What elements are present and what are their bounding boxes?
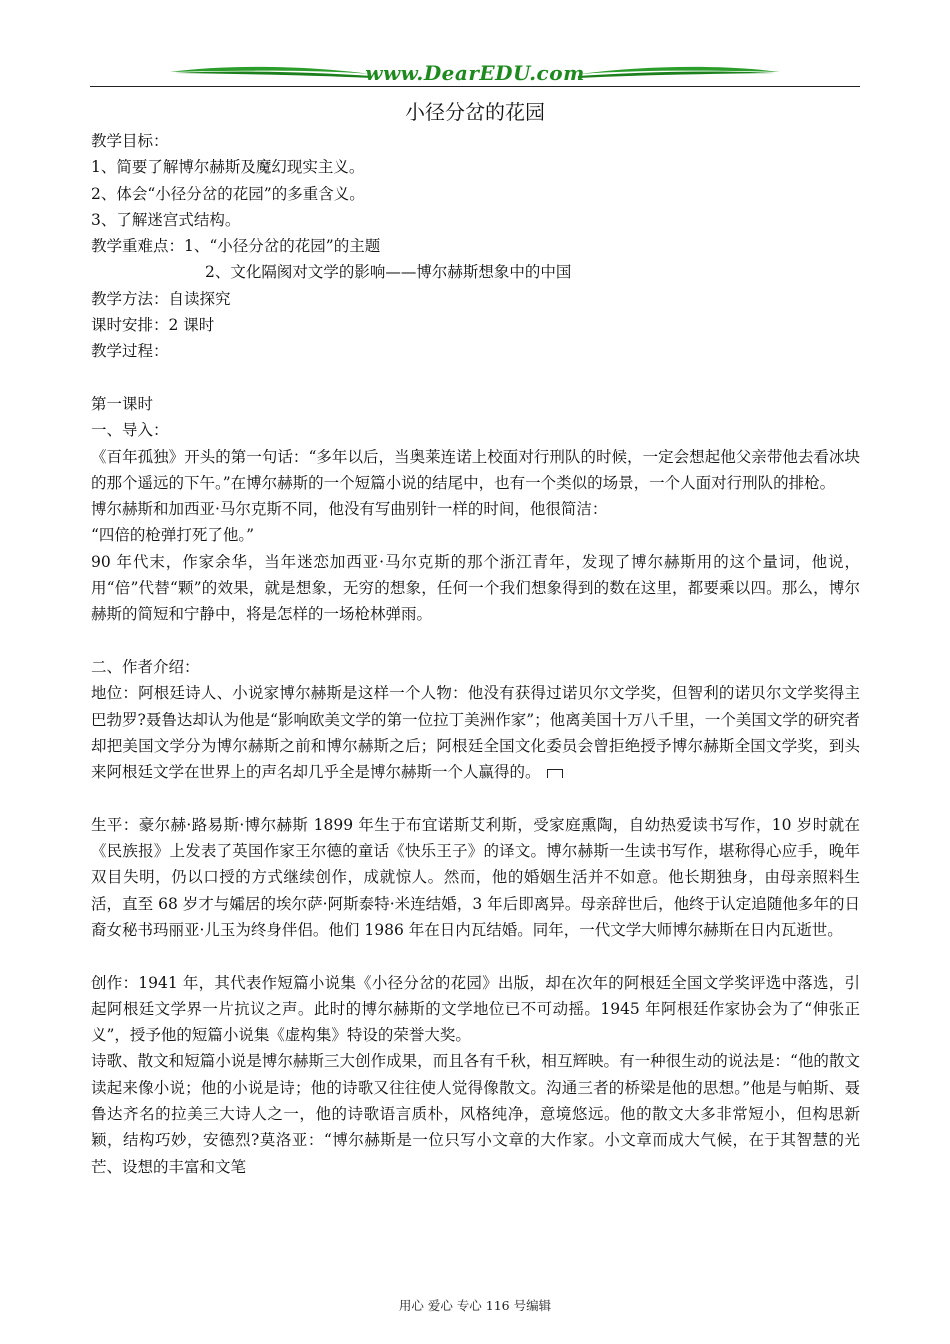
paragraph-works: 创作：1941 年，其代表作短篇小说集《小径分岔的花园》出版，却在次年的阿根廷全国文学奖评选中落选，引起阿根廷文学界一片抗议之声。此时的博尔赫斯的文学地位已不可动摇。1945 年阿根廷作家协会为了“伸张正义”，授予他的短篇小说集《虚构集》特设的荣誉大奖。: [91, 973, 860, 1045]
text-cursor-icon: [547, 769, 563, 778]
paragraph-intro-1: 《百年孤独》开头的第一句话：“多年以后，当奥莱连诺上校面对行刑队的时候，一定会想起他父亲带他去看冰块的那个遥远的下午。”在博尔赫斯的一个短篇小说的结尾中，也有一个类似的场景，一个人面对行刑队的排枪。: [91, 447, 860, 492]
document-body: [91, 128, 860, 1180]
line-method: 教学方法：自读探究: [91, 289, 231, 308]
line-intro-heading: 一、导入：: [91, 421, 169, 440]
paragraph-quote: “四倍的枪弹打死了他。”: [91, 526, 255, 545]
line-key-points-2: 2、文化隔阂对文学的影响——博尔赫斯想象中的中国: [205, 263, 572, 282]
paragraph-intro-2: 博尔赫斯和加西亚·马尔克斯不同，他没有写曲别针一样的时间，他很简洁：: [91, 500, 608, 519]
header-rule: [90, 86, 860, 87]
spacer: [91, 785, 860, 811]
spacer: [91, 365, 860, 391]
paragraph-genres: 诗歌、散文和短篇小说是博尔赫斯三大创作成果，而且各有千秋，相互辉映。有一种很生动的说法是：“他的散文读起来像小说；他的小说是诗；他的诗歌又往往使人觉得像散文。沟通三者的桥梁是他的思想。”他是与帕斯、聂鲁达齐名的拉美三大诗人之一，他的诗歌语言质朴，风格纯净，意境悠远。他的散文大多非常短小，但构思新颖，结构巧妙，安德烈?莫洛亚：“博尔赫斯是一位只写小文章的大作家。小文章而成大气候，在于其智慧的光芒、设想的丰富和文笔: [91, 1052, 860, 1176]
spacer: [91, 943, 860, 969]
line-schedule: 课时安排：2 课时: [91, 316, 215, 335]
paragraph-status-text: 地位：阿根廷诗人、小说家博尔赫斯是这样一个人物：他没有获得过诺贝尔文学奖，但智利的诺贝尔文学奖得主巴勃罗?聂鲁达却认为他是“影响欧美文学的第一位拉丁美洲作家”；他离美国十万八千里，一个美国文学的研究者却把美国文学分为博尔赫斯之前和博尔赫斯之后；阿根廷全国文化委员会曾拒绝授予博尔赫斯全国文学奖，到头来阿根廷文学在世界上的声名却几乎全是博尔赫斯一个人赢得的。: [91, 684, 860, 782]
line-objective-3: 3、了解迷宫式结构。: [91, 210, 241, 229]
line-author-heading: 二、作者介绍：: [91, 657, 200, 676]
line-objectives-heading: 教学目标：: [91, 132, 169, 150]
spacer: [91, 628, 860, 654]
site-logo[interactable]: www.DearEDU.com: [365, 61, 585, 85]
line-process: 教学过程：: [91, 342, 169, 361]
line-key-points-1: 教学重难点：1、“小径分岔的花园”的主题: [91, 237, 381, 256]
line-objective-2: 2、体会“小径分岔的花园”的多重含义。: [91, 184, 365, 203]
paragraph-status: [91, 680, 860, 785]
line-objective-1: 1、简要了解博尔赫斯及魔幻现实主义。: [91, 158, 365, 177]
paragraph-intro-3: 90 年代末，作家余华，当年迷恋加西亚·马尔克斯的那个浙江青年，发现了博尔赫斯用的这个量词，他说，用“倍”代替“颗”的效果，就是想象，无穷的想象，任何一个我们想象得到的数在这里，都要乘以四。那么，博尔赫斯的简短和宁静中，将是怎样的一场枪林弹雨。: [91, 552, 860, 624]
page-title: 小径分岔的花园: [405, 100, 545, 124]
line-first-lesson: 第一课时: [91, 394, 154, 413]
page-footer: 用心 爱心 专心 116 号编辑: [398, 1298, 552, 1313]
paragraph-biography: 生平：豪尔赫·路易斯·博尔赫斯 1899 年生于布宜诺斯艾利斯，受家庭熏陶，自幼热爱读书写作，10 岁时就在《民族报》上发表了英国作家王尔德的童话《快乐王子》的译文。博尔赫斯一生读书写作，堪称得心应手，晚年双目失明，仍以口授的方式继续创作，成就惊人。然而，他的婚姻生活并不如意。他长期独身，由母亲照料生活，直至 68 岁才与孀居的埃尔萨·阿斯泰特·米连结婚，3 年后即离异。母亲辞世后，他终于认定追随他多年的日裔女秘书玛丽亚·儿玉为终身伴侣。他们 1986 年在日内瓦结婚。同年，一代文学大师博尔赫斯在日内瓦逝世。: [91, 815, 860, 939]
